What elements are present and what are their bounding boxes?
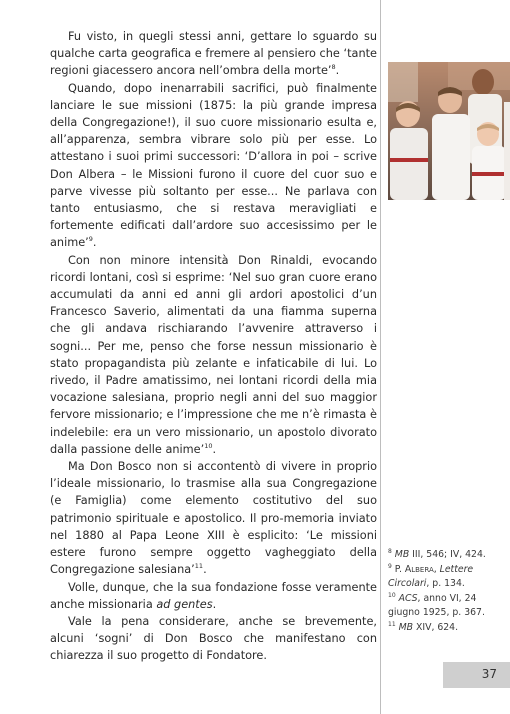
paragraph-3: Con non minore intensità Don Rinaldi, evocando ricordi lontani, così si esprime: ‘Nel suo gran cuore erano accumulati da anni ed anni gli ardori apostolici d’un Francesco Saverio, alimentati da una fiamma superna che gli andava rischiarando l’avvenire attraverso i sogni... Per me, penso che forse nessun missionario è stato propagandista più zelante e infaticabile di lui. Lo rivedo, il Padre amatissimo, nei lontani ricordi della mia vocazione salesiana, proprio negli anni del suo maggior fervore missionario; e l’impressione che me n’è rimasta è indelebile: era un vero missionario, un apostolo divorato dalla passione delle anime’$^{10}$. [50,253,377,456]
paragraph-6: Vale la pena considerare, anche se brevemente, alcuni ‘sogni’ di Don Bosco che manifestano con chiarezza il suo progetto di Fondatore. [50,614,377,663]
paragraph-4: Ma Don Bosco non si accontentò di vivere in proprio l’ideale missionario, lo trasmise alla sua Congregazione (e Famiglia) come elemento costitutivo del suo patrimonio spirituale e apostolico. Il pro-memoria inviato nel 1880 al Papa Leone XIII è esplicito: ‘Le missioni estere furono sempre oggetto vagheggiato della Congregazione salesiana’$^{11}$. [50,460,377,577]
footnote-ref-11[interactable]: 11 [194,562,204,571]
footnote-ref-8[interactable]: 8 [331,63,336,72]
footnote-11: $^{11}$ MB XIV, 624. [388,620,459,633]
footnote-9: $^9$ P. Albera, Lettere Circolari, p. 134. [388,562,474,590]
page-number: 37 [481,667,497,681]
column-divider [380,0,381,714]
footnote-8: $^8$ MB III, 546; IV, 424. [388,547,486,560]
paragraph-1: Fu visto, in quegli stessi anni, gettare lo sguardo su qualche carta geografica e fremere al pensiero che ‘tante regioni giacessero ancora nell’ombra della morte’$^8$. [50,30,377,78]
altar-servers-photo [388,62,510,200]
paragraph-5: Volle, dunque, che la sua fondazione fosse veramente anche missionaria ad gentes. [50,580,377,611]
footnote-ref-10[interactable]: 10 [204,442,213,451]
paragraph-2: Quando, dopo inenarrabili sacrifici, può finalmente lanciare le sue missioni (1875: la più grande impresa della Congregazione!), il suo cuore missionario esulta e, all’apparenza, sembra vibrare solo più per esse. Lo attestano i suoi primi successori: ‘D’allora in poi – scrive Don Albera – le Missioni furono il cuore del cuor suo e parve vivesse più soltanto per esse... Ne parlava con tanto entusiasmo, che si restava meravigliati e fortemente edificati dall’ardore suo accesissimo per le anime’$^9$. [50,81,377,250]
page-number-box [443,662,510,688]
emphasis-ad-gentes: ad gentes [156,597,213,611]
footnote-ref-9[interactable]: 9 [88,235,93,244]
footnote-10: $^{10}$ ACS, anno VI, 24 giugno 1925, p. 367. [388,591,485,619]
main-text-column [50,28,377,665]
footnotes [388,548,500,636]
